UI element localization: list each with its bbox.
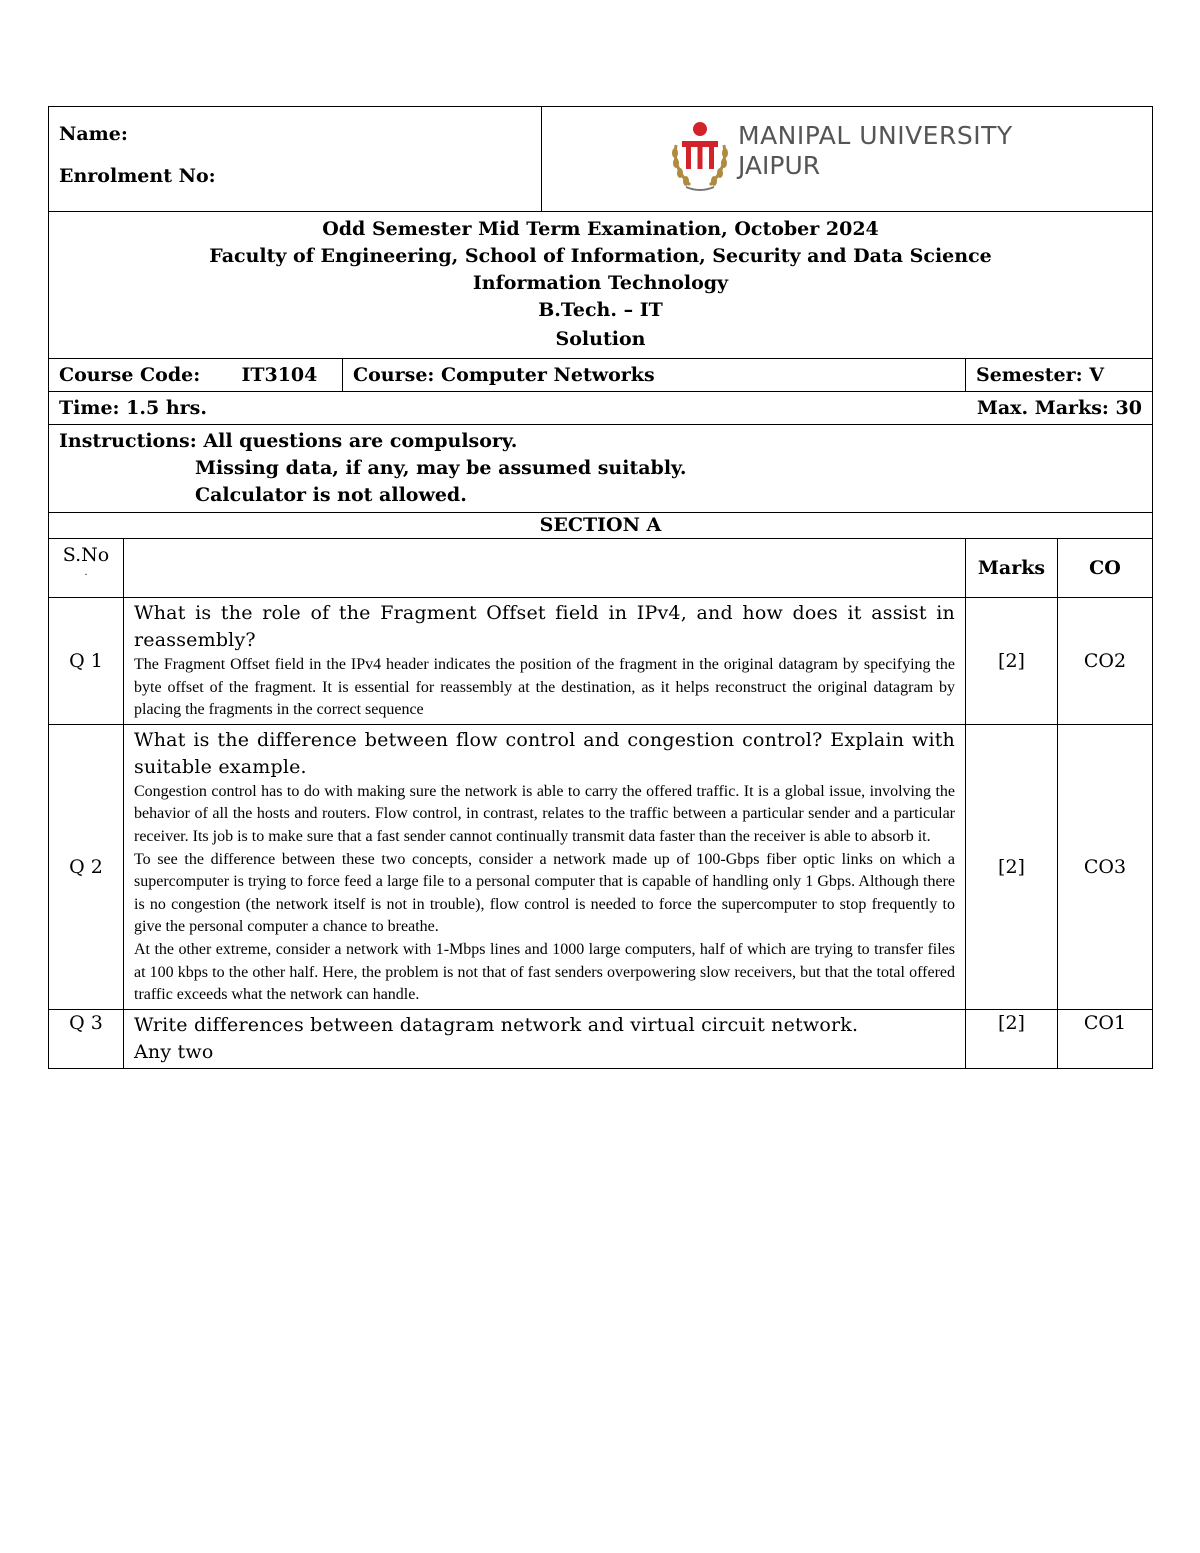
- time: Time: 1.5 hrs.: [59, 397, 207, 419]
- instruction-item: Calculator is not allowed.: [195, 484, 467, 506]
- course-name: Course: Computer Networks: [343, 359, 966, 392]
- faculty-title: Faculty of Engineering, School of Information, Security and Data Science: [209, 245, 992, 267]
- doc-type-title: Solution: [555, 328, 646, 350]
- course-code-cell: [49, 359, 343, 392]
- question-text: What is the difference between flow control and congestion control? Explain with suitable example.: [134, 728, 955, 778]
- course-code-value: IT3104: [241, 364, 318, 386]
- time-marks-cell: [49, 392, 1153, 425]
- question-number: Q 2: [49, 724, 124, 1009]
- question-text: Write differences between datagram network and virtual circuit network.: [134, 1013, 859, 1036]
- marks: [2]: [966, 598, 1058, 725]
- answer-text: Any two: [134, 1040, 214, 1063]
- university-name-line2: JAIPUR: [738, 151, 821, 180]
- exam-titles: [49, 212, 1153, 359]
- marks: [2]: [966, 1009, 1058, 1068]
- answer-text: Congestion control has to do with making sure the network is able to carry the offered traffic. It is a global issue, involving the behavior of all the hosts and routers. Flow control, in contrast, relates to the traffic between a particular sender and a particular receiver. Its job is to make sure that a fast sender cannot continually transmit data faster than the receiver is able to absorb it. To see the difference between these two concepts, consider a network made up of 100-Gbps fiber optic links on which a supercomputer is trying to force feed a large file to a personal computer that is capable of handling only 1 Gbps. Although there is no congestion (the network itself is not in trouble), flow control is needed to force the supercomputer to stop frequently to give the personal computer a chance to breathe. At the other extreme, consider a network with 1-Mbps lines and 1000 large computers, half of which are trying to transfer files at 100 kbps to the other half. Here, the problem is not that of fast senders overpowering slow receivers, but that the total offered traffic exceeds what the network can handle.: [134, 782, 955, 1004]
- question-number: Q 3: [49, 1009, 124, 1068]
- table-row: [49, 724, 1153, 1009]
- instruction-item: Missing data, if any, may be assumed suitably.: [195, 457, 687, 479]
- max-marks: Max. Marks: 30: [976, 397, 1142, 419]
- question-cell: [124, 724, 966, 1009]
- exam-sheet: [48, 106, 1152, 1069]
- section-heading: SECTION A: [49, 513, 1153, 539]
- table-row: [49, 1009, 1153, 1068]
- name-label: Name:: [59, 123, 128, 145]
- question-cell: [124, 598, 966, 725]
- department-title: Information Technology: [472, 272, 729, 294]
- question-number: Q 1: [49, 598, 124, 725]
- student-info-cell: [49, 107, 542, 212]
- course-outcome: CO3: [1058, 724, 1153, 1009]
- table-row: [49, 598, 1153, 725]
- university-emblem-icon: [668, 115, 732, 195]
- university-logo: [668, 115, 1028, 195]
- question-text: What is the role of the Fragment Offset field in IPv4, and how does it assist in reassembly?: [134, 602, 955, 651]
- co-header: CO: [1058, 539, 1153, 598]
- program-title: B.Tech. – IT: [538, 299, 663, 321]
- sno-header: S.No .: [49, 539, 124, 598]
- instruction-item: All questions are compulsory.: [203, 430, 518, 452]
- question-header: [124, 539, 966, 598]
- exam-table: [48, 106, 1153, 1069]
- instructions-label: Instructions:: [59, 430, 197, 452]
- course-outcome: CO1: [1058, 1009, 1153, 1068]
- enrolment-label: Enrolment No:: [59, 165, 216, 187]
- exam-title: Odd Semester Mid Term Examination, October 2024: [322, 218, 879, 240]
- question-cell: [124, 1009, 966, 1068]
- course-code-label: Course Code:: [59, 364, 201, 386]
- instructions: [49, 425, 1153, 513]
- course-outcome: CO2: [1058, 598, 1153, 725]
- marks-header: Marks: [966, 539, 1058, 598]
- marks: [2]: [966, 724, 1058, 1009]
- university-name-line1: MANIPAL UNIVERSITY: [738, 121, 1013, 150]
- answer-text: The Fragment Offset field in the IPv4 header indicates the position of the fragment in the original datagram by specifying the byte offset of the fragment. It is essential for reassembly at the destination, as it helps reconstruct the original datagram by placing the fragments in the correct sequence: [134, 656, 955, 719]
- semester: Semester: V: [966, 359, 1153, 392]
- logo-cell: [542, 107, 1153, 212]
